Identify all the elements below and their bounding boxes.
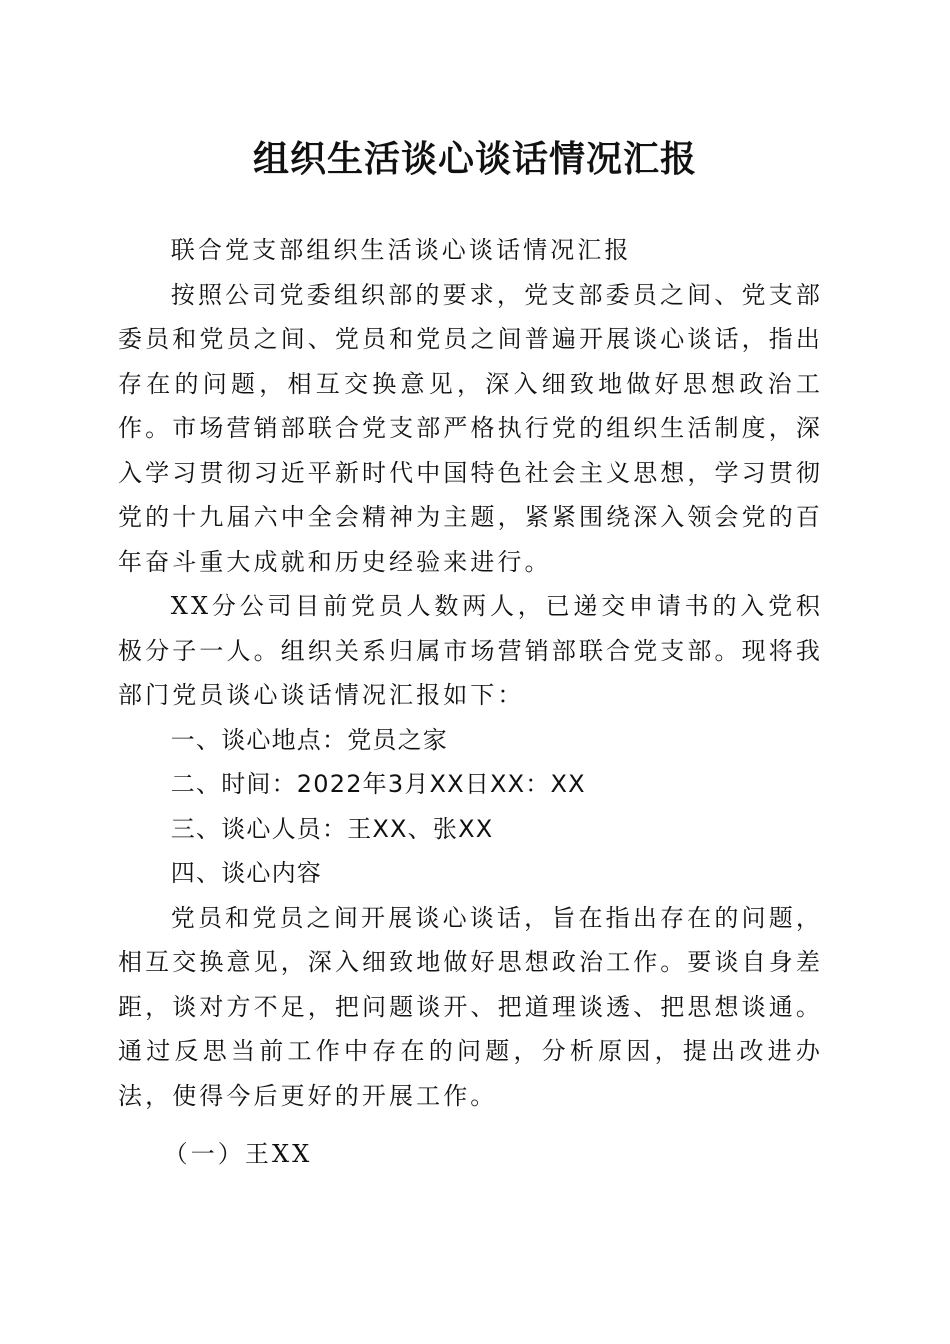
document-title: 组织生活谈心谈话情况汇报 (252, 138, 697, 180)
subsection-heading-wang: （一）王XX (163, 1140, 313, 1168)
content-paragraph: 党员和党员之间开展谈心谈话，旨在指出存在的问题，相互交换意见，深入细致地做好思想政治工作。要谈自身差距，谈对方不足，把问题谈开、把道理谈透、把思想谈通。通过反思当前工作中存在的问题，分析原因，提出改进办法，使得今后更好的开展工作。 (118, 903, 823, 1110)
section-heading-participants: 三、谈心人员：王XX、张XX (170, 814, 494, 843)
section-heading-time: 二、时间：2022年3月XX日XX：XX (170, 770, 586, 798)
membership-paragraph: XX分公司目前党员人数两人，已递交申请书的入党积极分子一人。组织关系归属市场营销部联合党支部。现将我部门党员谈心谈话情况汇报如下： (118, 592, 823, 709)
intro-paragraph: 联合党支部组织生活谈心谈话情况汇报 (170, 236, 632, 264)
section-heading-location: 一、谈心地点：党员之家 (170, 725, 448, 754)
document-body (118, 228, 823, 1177)
background-paragraph: 按照公司党委组织部的要求，党支部委员之间、党支部委员和党员之间、党员和党员之间普遍开展谈心谈话，指出存在的问题，相互交换意见，深入细致地做好思想政治工作。市场营销部联合党支部严格执行党的组织生活制度，深入学习贯彻习近平新时代中国特色社会主义思想，学习贯彻党的十九届六中全会精神为主题，紧紧围绕深入领会党的百年奋斗重大成就和历史经验来进行。 (118, 280, 823, 576)
section-heading-content: 四、谈心内容 (170, 859, 322, 887)
